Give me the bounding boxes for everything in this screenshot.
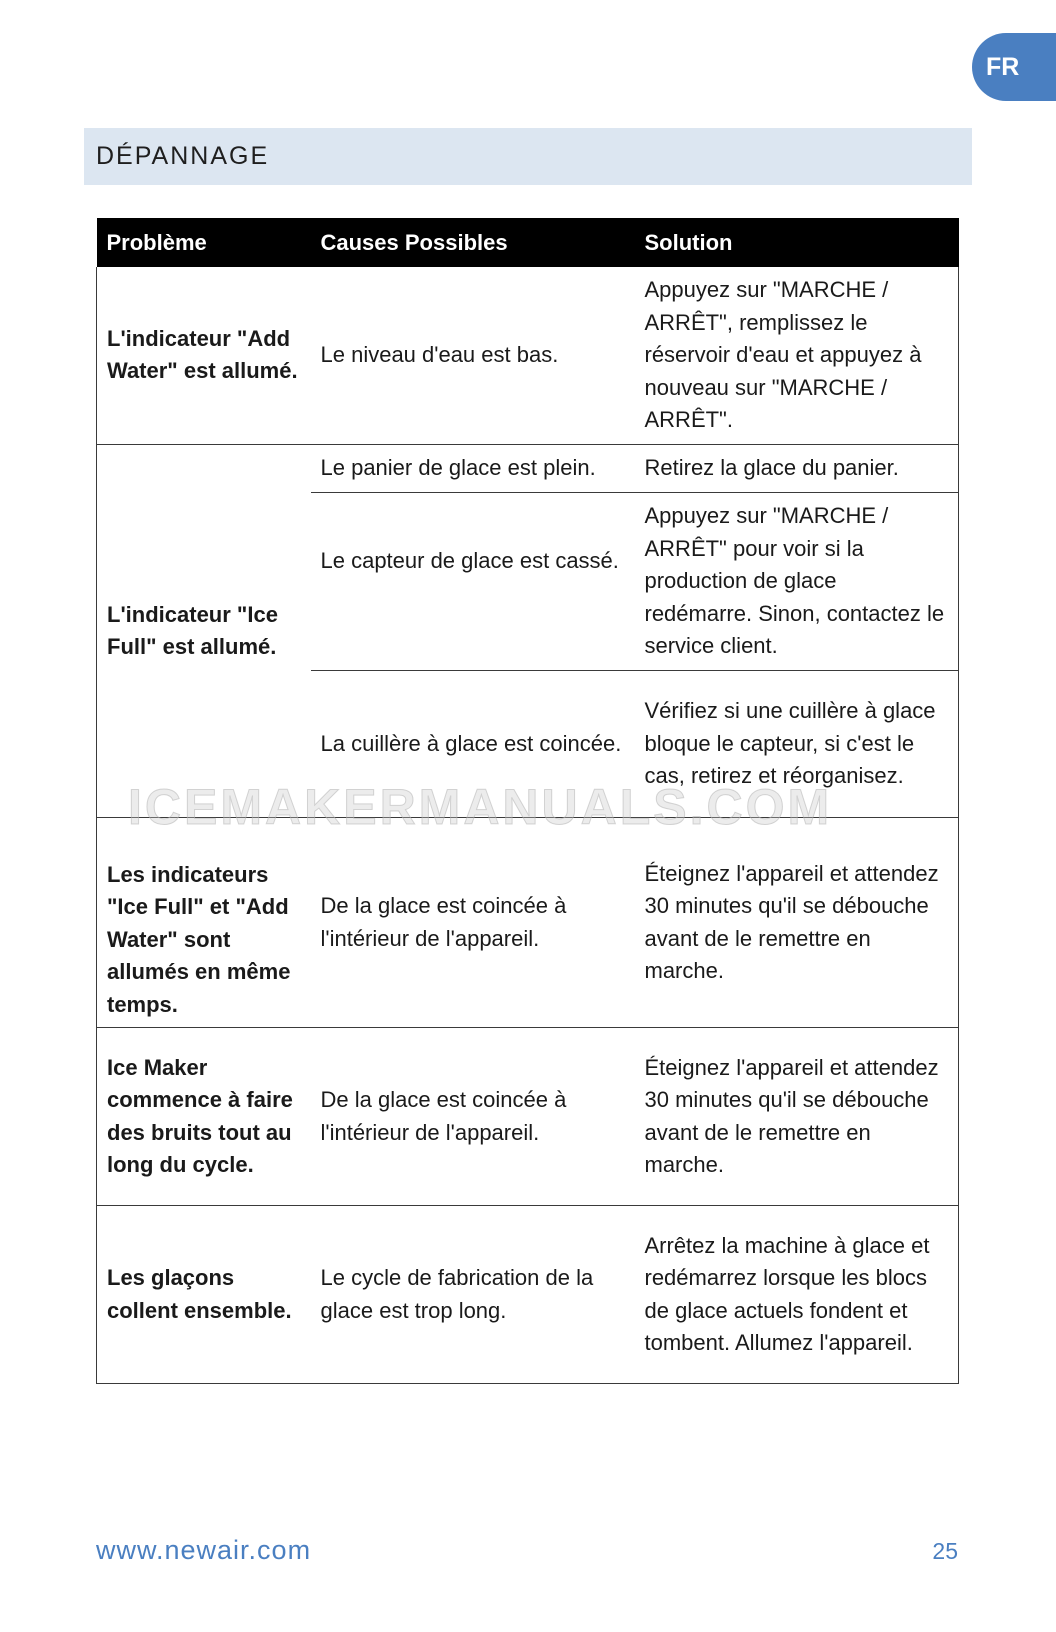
table-row <box>97 818 959 1028</box>
cause-cell: De la glace est coincée à l'intérieur de l'appareil. <box>311 818 635 1028</box>
solution-cell: Arrêtez la machine à glace et redémarrez lorsque les blocs de glace actuels fondent et tombent. Allumez l'appareil. <box>635 1206 959 1384</box>
troubleshooting-table <box>96 218 959 1384</box>
table-row <box>97 1206 959 1384</box>
problem-cell: L'indicateur "Ice Full" est allumé. <box>97 445 311 818</box>
problem-cell: Les indicateurs "Ice Full" et "Add Water" sont allumés en même temps. <box>97 818 311 1028</box>
page-number: 25 <box>932 1538 958 1564</box>
section-title: DÉPANNAGE <box>96 142 270 170</box>
cause-cell: Le capteur de glace est cassé. <box>311 493 635 671</box>
solution-cell: Retirez la glace du panier. <box>635 445 959 493</box>
cause-cell: Le cycle de fabrication de la glace est trop long. <box>311 1206 635 1384</box>
cause-cell: De la glace est coincée à l'intérieur de l'appareil. <box>311 1028 635 1206</box>
table-header-row <box>97 218 959 267</box>
table-row <box>97 1028 959 1206</box>
solution-cell: Éteignez l'appareil et attendez 30 minutes qu'il se débouche avant de le remettre en marche. <box>635 1028 959 1206</box>
problem-cell: L'indicateur "Add Water" est allumé. <box>97 267 311 445</box>
table-row <box>97 267 959 445</box>
problem-cell: Les glaçons collent ensemble. <box>97 1206 311 1384</box>
cause-cell: Le panier de glace est plein. <box>311 445 635 493</box>
problem-cell: Ice Maker commence à faire des bruits tout au long du cycle. <box>97 1028 311 1206</box>
solution-cell: Appuyez sur "MARCHE / ARRÊT", remplissez le réservoir d'eau et appuyez à nouveau sur "MARCHE / ARRÊT". <box>635 267 959 445</box>
cause-cell: Le niveau d'eau est bas. <box>311 267 635 445</box>
footer-website-link[interactable]: www.newair.com <box>96 1535 312 1565</box>
solution-cell: Appuyez sur "MARCHE / ARRÊT" pour voir si la production de glace redémarre. Sinon, contactez le service client. <box>635 493 959 671</box>
solution-cell: Éteignez l'appareil et attendez 30 minutes qu'il se débouche avant de le remettre en marche. <box>635 818 959 1028</box>
section-header <box>84 128 972 185</box>
solution-cell: Vérifiez si une cuillère à glace bloque le capteur, si c'est le cas, retirez et réorganisez. <box>635 671 959 818</box>
table-row <box>97 445 959 493</box>
watermark-text: ICEMAKERMANUALS.COM <box>128 779 833 835</box>
header-solution: Solution <box>635 218 959 267</box>
cause-cell: La cuillère à glace est coincée. <box>311 671 635 818</box>
language-tab: FR <box>972 33 1056 101</box>
header-problem: Problème <box>97 218 311 267</box>
header-causes: Causes Possibles <box>311 218 635 267</box>
